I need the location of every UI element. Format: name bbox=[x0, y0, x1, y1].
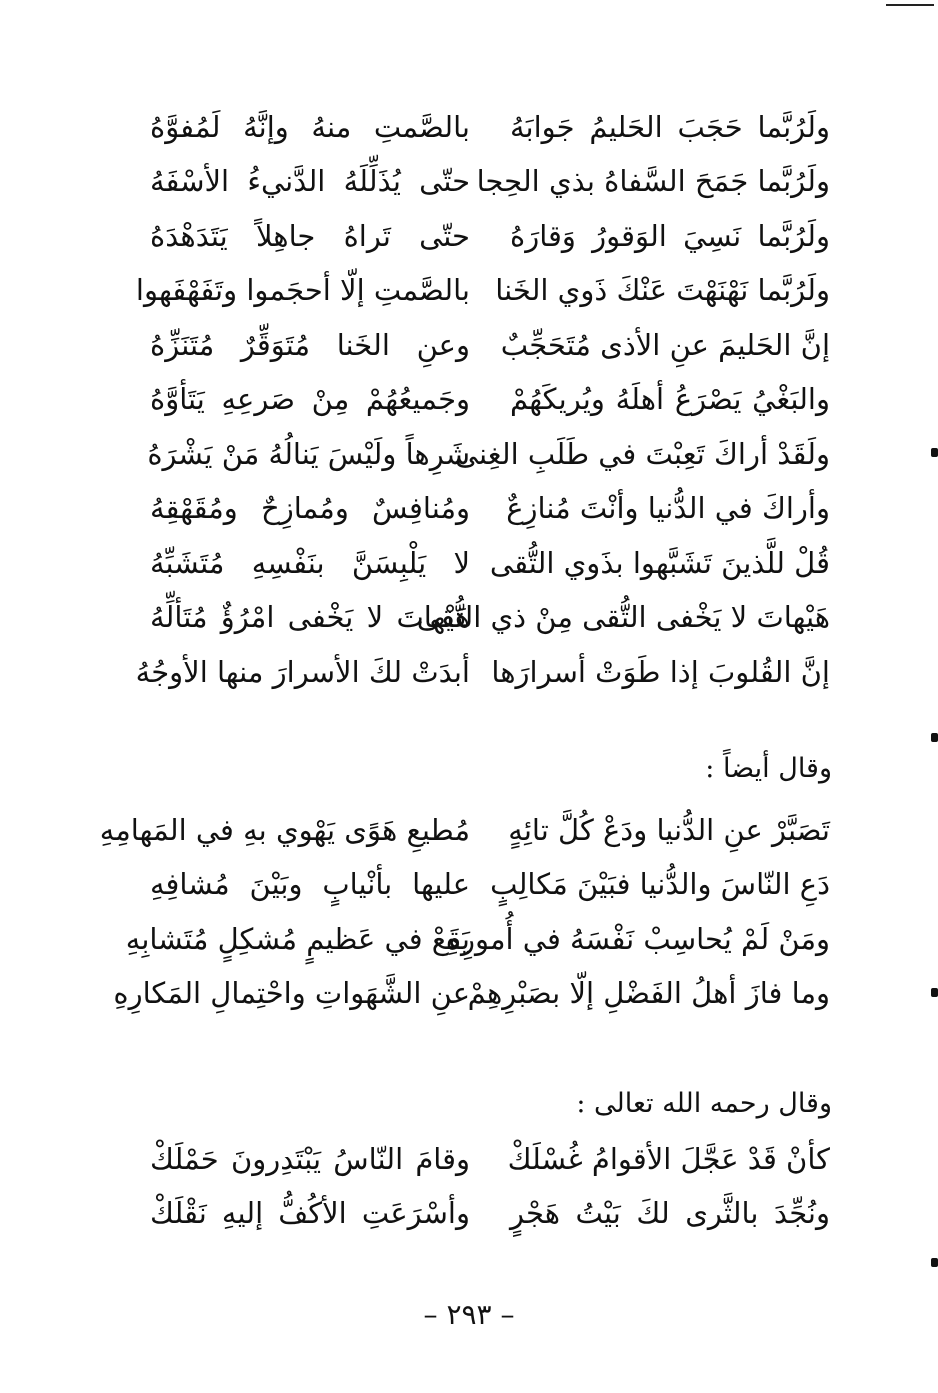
verse-second-hemistich: وجَميعُهُمْ مِنْ صَرعِهِ يَتَأوَّهُ bbox=[150, 382, 470, 417]
verse-first-hemistich: ولَرُبَّما نَهْنَهْتَ عَنْكَ ذَوي الخَنا bbox=[495, 273, 830, 308]
section-intro: وقال أيضاً : bbox=[705, 753, 832, 784]
verse-second-hemistich: عنِ الشَّهَواتِ واحْتِمالِ المَكارِهِ bbox=[113, 976, 470, 1011]
verse-first-hemistich: ونُجِّدَ بالثَّرى لكَ بَيْتُ هَجْرٍ bbox=[510, 1196, 830, 1231]
verse-second-hemistich: أبدَتْ لكَ الأسرارَ منها الأوجُهُ bbox=[135, 654, 470, 689]
verse-line bbox=[150, 373, 830, 428]
verse-line bbox=[150, 536, 830, 591]
verse-first-hemistich: ولَقَدْ أراكَ تَعِبْتَ في طَلَبِ الغِنى bbox=[454, 436, 830, 471]
verse-line bbox=[150, 1132, 830, 1187]
verse-first-hemistich: كأنْ قَدْ عَجَّلَ الأقوامُ غُسْلَكْ bbox=[507, 1141, 830, 1176]
verse-second-hemistich: شَرِهاً ولَيْسَ يَنالُهُ مَنْ يَشْرَهُ bbox=[147, 436, 470, 471]
verse-first-hemistich: إنَّ القُلوبَ إذا طَوَتْ أسرارَها bbox=[491, 654, 830, 689]
verse-second-hemistich: وقامَ النّاسُ يَبْتَدِرونَ حَمْلَكْ bbox=[150, 1141, 470, 1176]
margin-mark bbox=[931, 1258, 938, 1267]
verse-second-hemistich: مُطيعِ هَوًى يَهْوي بهِ في المَهامِهِ bbox=[99, 812, 470, 847]
margin-mark bbox=[931, 733, 938, 742]
verse-second-hemistich: حتّى يُذَلِّلَهُ الدَّنيءُ الأسْفَهُ bbox=[150, 164, 470, 199]
verse-first-hemistich: قُلْ للَّذينَ تَشَبَّهوا بذَوي التُّقى bbox=[489, 545, 830, 580]
verse-first-hemistich: ولَرُبَّما حَجَبَ الحَليمُ جَوابَهُ bbox=[510, 109, 830, 144]
verse-line bbox=[99, 803, 830, 858]
verse-second-hemistich: هَيْهاتَ لا يَخْفى امْرُؤٌ مُتَألِّهُ bbox=[150, 600, 470, 635]
top-corner-rule bbox=[886, 4, 934, 6]
verse-line bbox=[150, 318, 830, 373]
verse-line bbox=[150, 1187, 830, 1242]
verse-second-hemistich: يَقَعْ في عَظيمٍ مُشكِلٍ مُتَشابِهِ bbox=[125, 921, 470, 956]
verse-second-hemistich: وعنِ الخَنا مُتَوَقِّرٌ مُتَنَزِّهُ bbox=[150, 327, 470, 362]
verse-line bbox=[150, 100, 830, 155]
poem-section-1 bbox=[135, 100, 830, 700]
verse-line bbox=[147, 427, 830, 482]
verse-first-hemistich: هَيْهاتَ لا يَخْفى التُّقى مِنْ ذي التُّقى bbox=[416, 600, 830, 635]
verse-first-hemistich: وما فازَ أهلُ الفَضْلِ إلّا بصَبْرِهِمْ bbox=[467, 976, 830, 1011]
verse-line bbox=[113, 967, 830, 1022]
verse-second-hemistich: وأسْرَعَتِ الأكُفُّ إليهِ نَقْلَكْ bbox=[150, 1196, 470, 1231]
verse-line bbox=[150, 858, 830, 913]
page-number: – ٢٩٣ – bbox=[423, 1298, 515, 1331]
verse-second-hemistich: ومُنافِسٌ ومُمازِحٌ ومُقَهْقِهُ bbox=[150, 491, 470, 526]
margin-mark bbox=[931, 448, 938, 457]
verse-line bbox=[135, 645, 830, 700]
verse-first-hemistich: ولَرُبَّما جَمَحَ السَّفاهُ بذي الحِجا bbox=[476, 164, 830, 199]
verse-second-hemistich: لا يَلْبِسَنَّ بنَفْسِهِ مُتَشَبِّهُ bbox=[150, 545, 470, 580]
verse-second-hemistich: بالصَّمتِ إلّا أحجَموا وتَفَهْفَهوا bbox=[135, 273, 470, 308]
verse-line bbox=[125, 912, 830, 967]
margin-mark bbox=[931, 988, 938, 997]
poem-section-2 bbox=[99, 803, 830, 1021]
poem-section-3 bbox=[150, 1132, 830, 1241]
section-intro: وقال رحمه الله تعالى : bbox=[576, 1088, 832, 1119]
verse-first-hemistich: وأراكَ في الدُّنيا وأنْتَ مُنازِعٌ bbox=[506, 491, 830, 526]
verse-second-hemistich: بالصَّمتِ منهُ وإنَّهُ لَمُفوَّهُ bbox=[150, 109, 470, 144]
verse-first-hemistich: ولَرُبَّما نَسِيَ الوَقورُ وَقارَهُ bbox=[510, 218, 830, 253]
verse-first-hemistich: ومَنْ لَمْ يُحاسِبْ نَفْسَهُ في أُمورِهِ bbox=[445, 921, 830, 956]
verse-first-hemistich: دَعِ النّاسَ والدُّنيا فبَيْنَ مَكالِبٍ bbox=[490, 867, 830, 902]
verse-line bbox=[150, 591, 830, 646]
verse-first-hemistich: إنَّ الحَليمَ عنِ الأذى مُتَحَجِّبٌ bbox=[500, 327, 830, 362]
verse-second-hemistich: عليها بأنْيابٍ وبَيْنَ مُشافِهِ bbox=[150, 867, 470, 902]
verse-line bbox=[150, 482, 830, 537]
verse-line bbox=[150, 209, 830, 264]
verse-first-hemistich: والبَغْيُ يَصْرَعُ أهلَهُ ويُريكَهُمْ bbox=[510, 382, 830, 417]
verse-first-hemistich: تَصَبَّرْ عنِ الدُّنيا ودَعْ كُلَّ تائِهٍ bbox=[508, 812, 830, 847]
verse-line bbox=[150, 155, 830, 210]
verse-second-hemistich: حتّى تَراهُ جاهِلاً يَتَدَهْدَهُ bbox=[150, 218, 470, 253]
verse-line bbox=[135, 264, 830, 319]
